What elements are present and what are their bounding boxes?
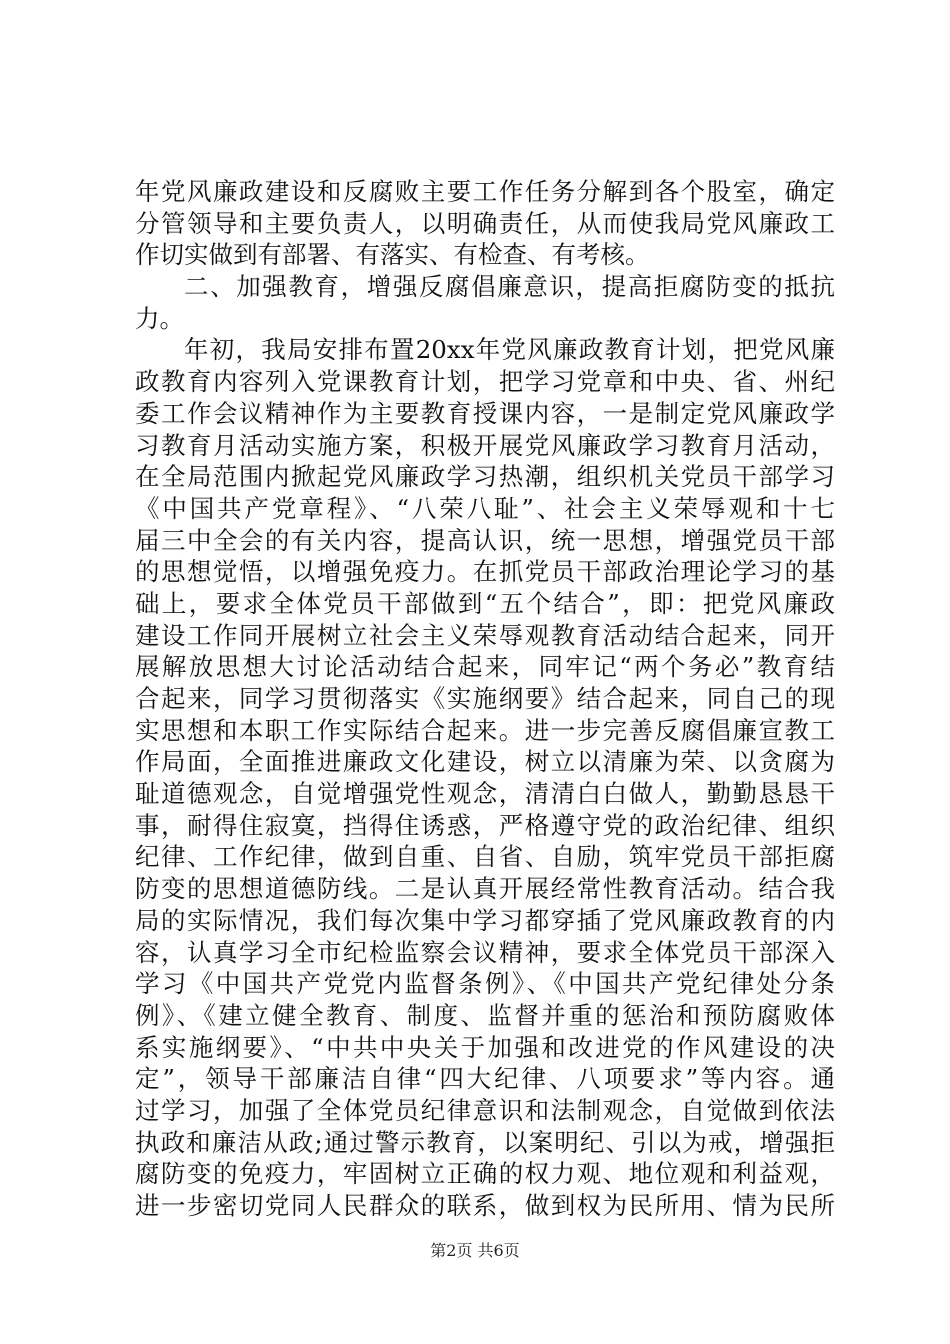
text-line: 耻道德观念，自觉增强党性观念，清清白白做人，勤勤恳恳干 <box>135 779 835 809</box>
text-line: 定”，领导干部廉洁自律“四大纪律、八项要求”等内容。通 <box>135 1064 835 1094</box>
text-line: 分管领导和主要负责人，以明确责任，从而使我局党风廉政工 <box>135 208 835 238</box>
text-line: 系实施纲要》、“中共中央关于加强和改进党的作风建设的决 <box>135 1032 835 1062</box>
text-line: 局的实际情况，我们每次集中学习都穿插了党风廉政教育的内 <box>135 905 835 935</box>
text-line: 在全局范围内掀起党风廉政学习热潮，组织机关党员干部学习 <box>135 462 835 492</box>
text-line: 作切实做到有部署、有落实、有检查、有考核。 <box>135 240 650 270</box>
text-line: 二、加强教育，增强反腐倡廉意识，提高拒腐防变的抵抗 <box>184 272 835 302</box>
text-line: 习教育月活动实施方案，积极开展党风廉政学习教育月活动， <box>135 430 835 460</box>
text-line: 容，认真学习全市纪检监察会议精神，要求全体党员干部深入 <box>135 937 835 967</box>
text-line: 合起来，同学习贯彻落实《实施纲要》结合起来，同自己的现 <box>135 684 835 713</box>
text-line: 防变的思想道德防线。二是认真开展经常性教育活动。结合我 <box>135 874 835 904</box>
text-line: 例》、《建立健全教育、制度、监督并重的惩治和预防腐败体 <box>135 1000 835 1030</box>
document-body <box>135 176 835 1222</box>
text-line: 过学习，加强了全体党员纪律意识和法制观念，自觉做到依法 <box>135 1095 835 1125</box>
text-line: 年初，我局安排布置20xx年党风廉政教育计划，把党风廉 <box>184 335 835 365</box>
text-line: 政教育内容列入党课教育计划，把学习党章和中央、省、州纪 <box>135 367 835 397</box>
text-line: 实思想和本职工作实际结合起来。进一步完善反腐倡廉宣教工 <box>135 715 835 745</box>
text-line: 建设工作同开展树立社会主义荣辱观教育活动结合起来，同开 <box>135 620 835 650</box>
text-line: 进一步密切党同人民群众的联系，做到权为民所用、情为民所 <box>135 1191 835 1220</box>
text-line: 事，耐得住寂寞，挡得住诱惑，严格遵守党的政治纪律、组织 <box>135 810 835 840</box>
text-line: 届三中全会的有关内容，提高认识，统一思想，增强党员干部 <box>135 525 835 555</box>
text-line: 腐防变的免疫力，牢固树立正确的权力观、地位观和利益观， <box>135 1159 835 1189</box>
text-line: 《中国共产党章程》、“八荣八耻”、社会主义荣辱观和十七 <box>135 493 835 523</box>
page-number-footer: 第2页 共6页 <box>430 1241 520 1260</box>
text-line: 纪律、工作纪律，做到自重、自省、自励，筑牢党员干部拒腐 <box>135 842 835 872</box>
text-line: 执政和廉洁从政;通过警示教育，以案明纪、引以为戒，增强拒 <box>135 1127 835 1157</box>
text-line: 础上，要求全体党员干部做到“五个结合”，即：把党风廉政 <box>135 588 835 618</box>
text-line: 力。 <box>135 303 184 333</box>
text-line: 作局面，全面推进廉政文化建设，树立以清廉为荣、以贪腐为 <box>135 747 835 777</box>
text-line: 的思想觉悟，以增强免疫力。在抓党员干部政治理论学习的基 <box>135 557 835 587</box>
text-line: 委工作会议精神作为主要教育授课内容，一是制定党风廉政学 <box>135 398 835 428</box>
text-line: 展解放思想大讨论活动结合起来，同牢记“两个务必”教育结 <box>135 652 835 682</box>
text-line: 学习《中国共产党党内监督条例》、《中国共产党纪律处分条 <box>135 969 835 999</box>
text-line: 年党风廉政建设和反腐败主要工作任务分解到各个股室，确定 <box>135 177 835 206</box>
